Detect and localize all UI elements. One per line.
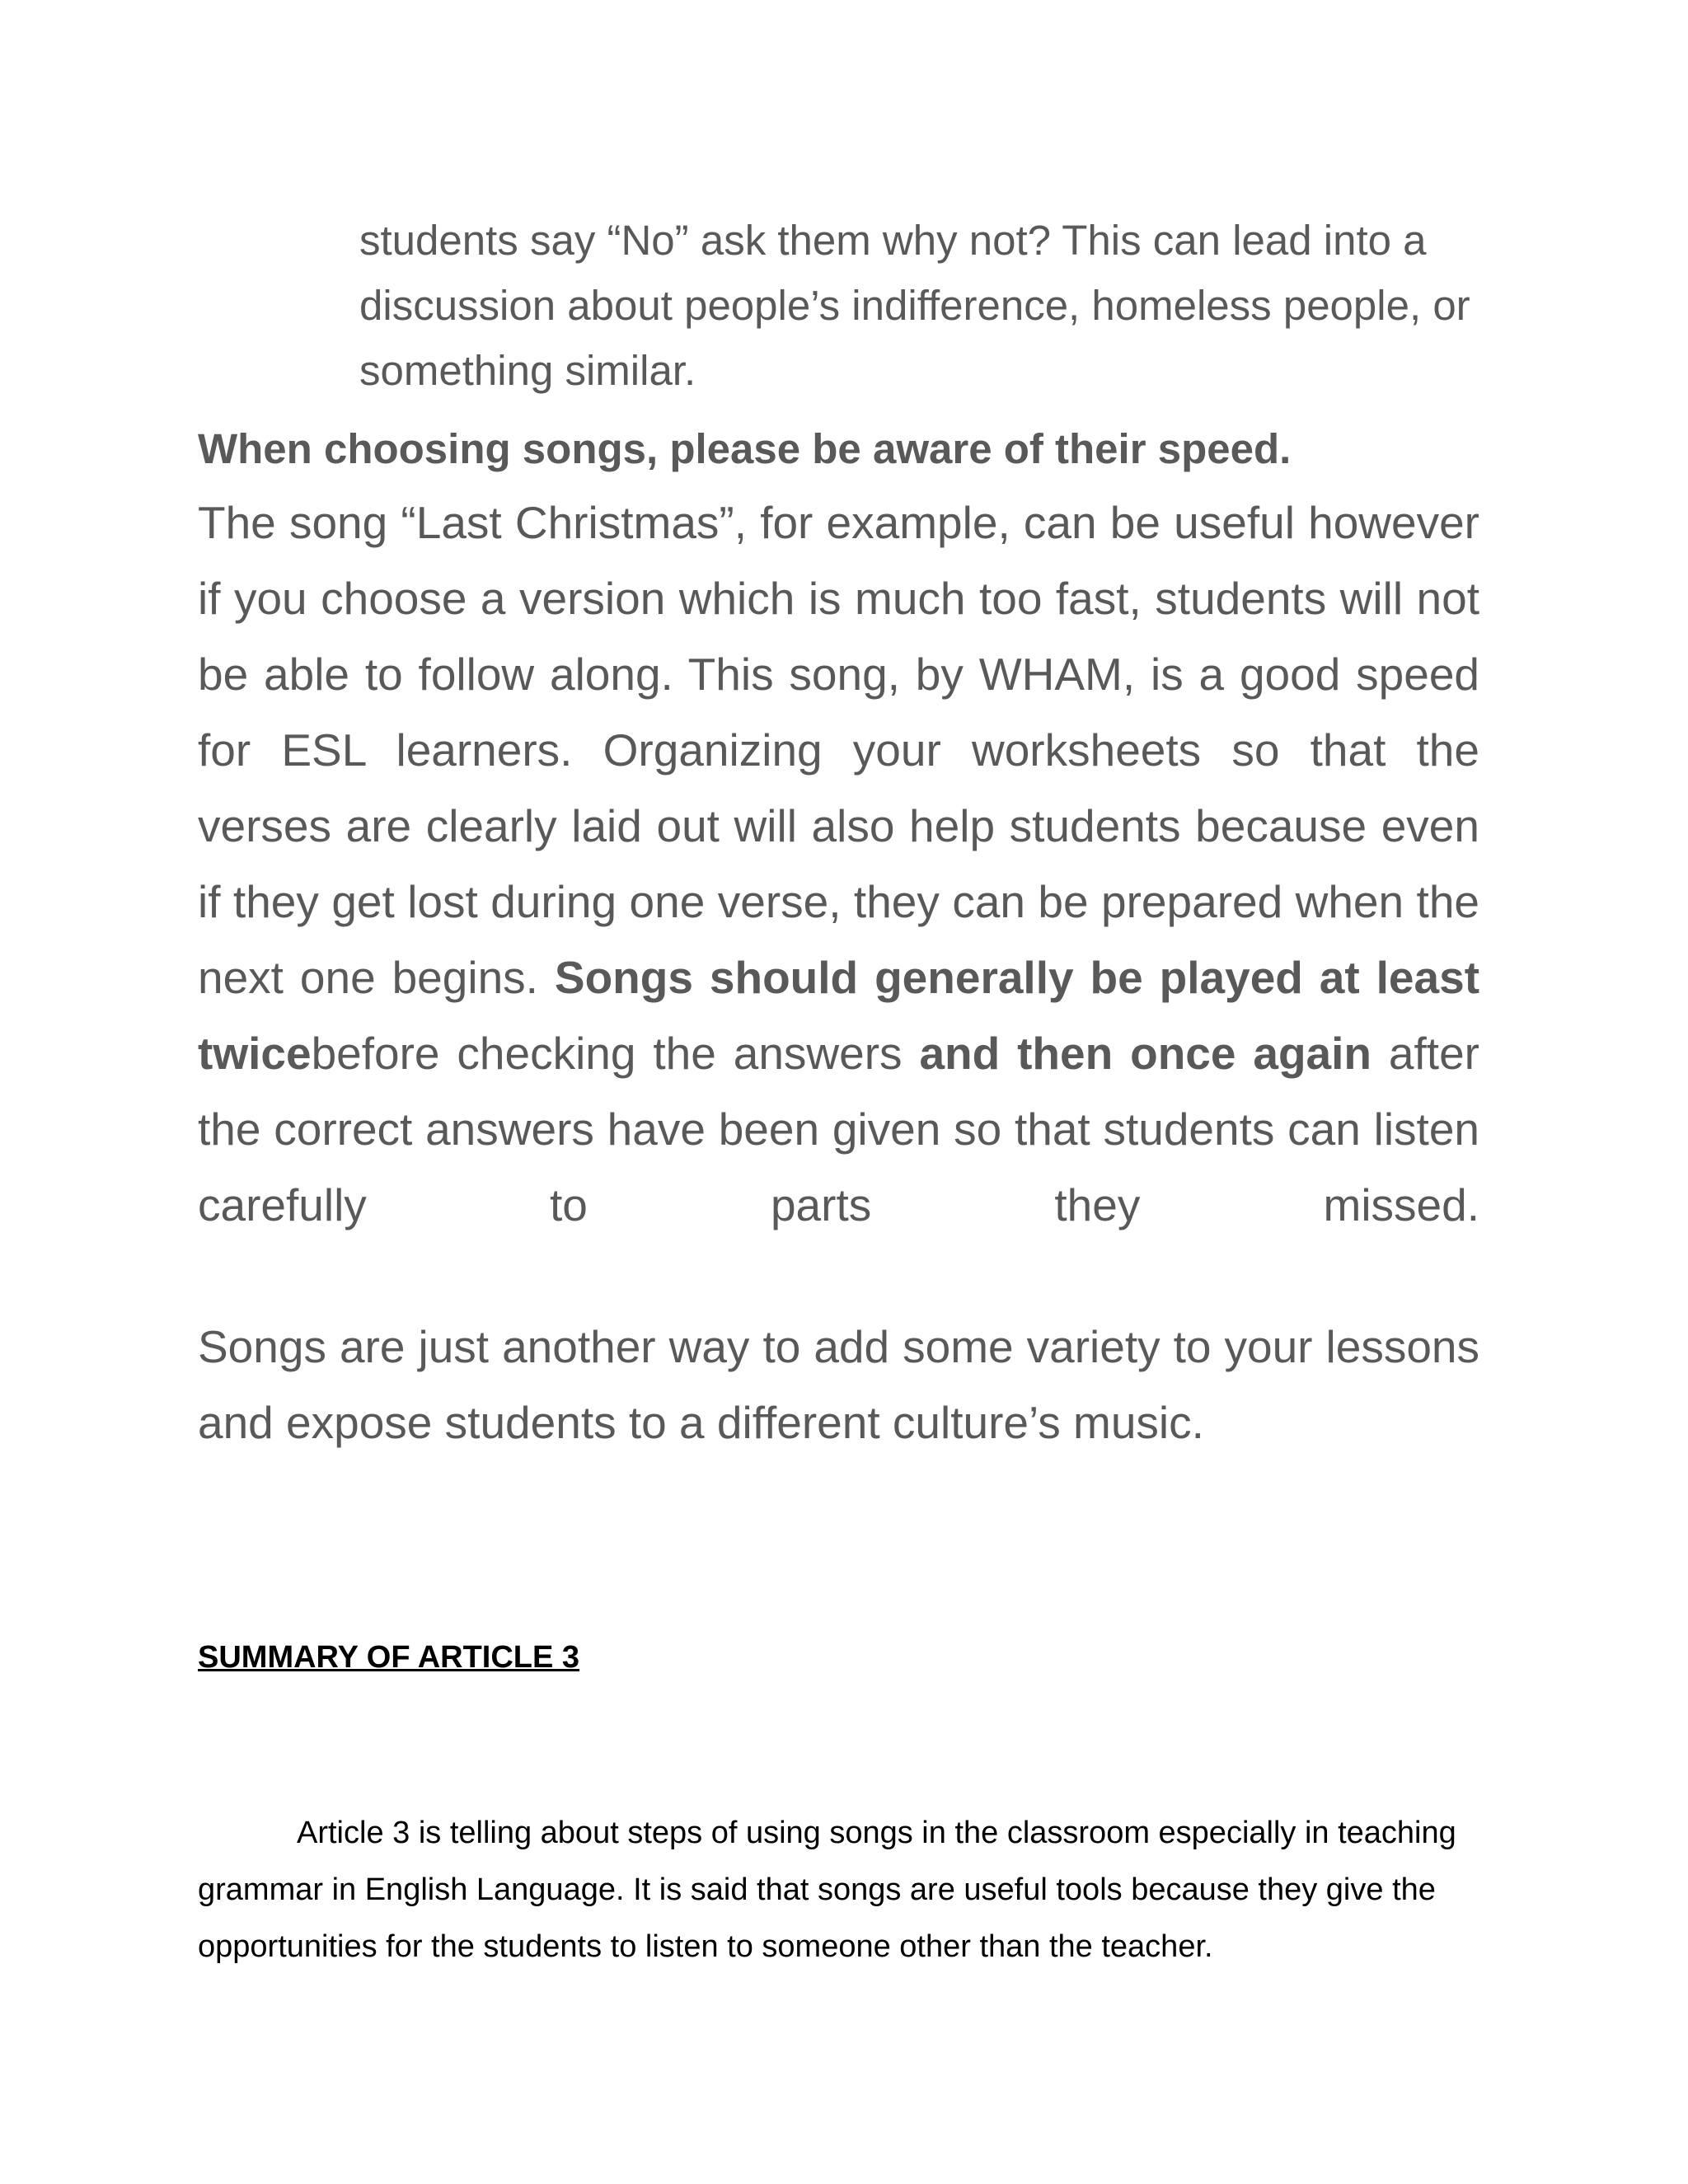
speed-paragraph-text: after the correct answers have been given so that students can listen carefully to parts they missed.	[198, 1028, 1479, 1230]
continued-paragraph	[359, 208, 1497, 403]
speed-paragraph-text: The song “Last Christmas”, for example, can be useful however if you choose a version which is much too fast, students will not be able to follow along. This song, by WHAM, is a good speed for ESL learners. Organizing your worksheets so that the verses are clearly laid out will also help students because even if they get lost during one verse, they can be prepared when the next one begins.	[198, 497, 1479, 1003]
speed-paragraph	[198, 485, 1479, 1243]
speed-paragraph-emphasis: and then once again	[919, 1028, 1372, 1079]
continued-paragraph-line: something similar.	[359, 347, 696, 394]
summary-body: Article 3 is telling about steps of using songs in the classroom especially in teaching grammar in English Language. It is said that songs are useful tools because they give the opportunities for the students to listen to someone other than the teacher.	[198, 1816, 1456, 1964]
speed-heading: When choosing songs, please be aware of their speed.	[198, 425, 1292, 472]
continued-paragraph-line: students say “No” ask them why not? This can lead into a	[359, 217, 1427, 264]
closing-paragraph: Songs are just another way to add some variety to your lessons and expose students to a different culture’s music.	[198, 1321, 1479, 1448]
speed-paragraph-text: before checking the answers	[311, 1028, 920, 1079]
summary-title: SUMMARY OF ARTICLE 3	[198, 1640, 580, 1675]
continued-paragraph-line: discussion about people’s indifference, homeless people, or	[359, 282, 1470, 329]
speed-paragraph-emphasis: Songs should generally be played at least twice	[198, 952, 1480, 1079]
